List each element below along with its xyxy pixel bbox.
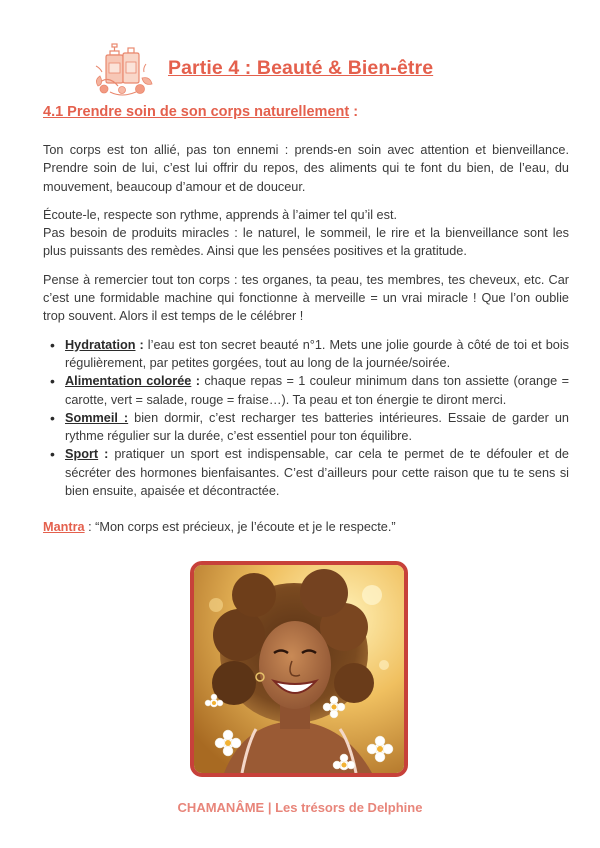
list-item-colon: : [135,337,144,352]
paragraph-listen-line1: Écoute-le, respecte son rythme, apprends à l’aimer tel qu’il est. [43,207,398,222]
list-item-colon: : [98,447,109,462]
mantra [43,518,396,536]
list-item [65,409,569,446]
list-item-text: pratiquer un sport est indispensable, car cela te permet de te défouler et de sécréter des hormones bienfaisantes. C’est d’ailleurs pour cette raison que tu te sens si bien ensuite, apaisée et décontractée. [65,447,569,499]
list-item [65,372,569,409]
list-item-term: Sommeil : [65,410,129,425]
mantra-label: Mantra [43,520,85,534]
section-title-text: 4.1 Prendre soin de son corps naturellement [43,104,350,120]
mantra-separator: : [84,520,96,534]
footer-brand: CHAMANÂME | Les trésors de Delphine [177,800,423,815]
paragraph-intro: Ton corps est ton allié, pas ton ennemi : prends-en soin avec attention et bienveillance. Prendre soin de lui, c’est lui offrir du repos, des aliments qui te font du bien, de l’eau, du mouvement, beaucoup d’amour et de douceur. [43,143,569,194]
list-item-term: Hydratation [65,337,136,352]
paragraph-listen [43,206,569,261]
list-item-text: chaque repas = 1 couleur minimum dans ton assiette (orange = carotte, vert = salade, rouge = fraise…). Ta peau et ton énergie te diront merci. [65,374,569,407]
paragraph-thanks: Pense à remercier tout ton corps : tes organes, ta peau, tes membres, tes cheveux, etc. Car c’est une formidable machine qui fonctionne à merveille = un vrai miracle ! Que l’on oublie trop souvent. Alors il est temps de le célébrer ! [43,272,569,324]
list-item-text: bien dormir, c’est recharger tes batteries intérieures. Essaie de garder un rythme régulier sur la durée, c’est essentiel pour ton équilibre. [65,410,569,444]
tips-list [43,336,569,501]
portrait-photo [190,561,408,777]
list-item-text: l’eau est ton secret beauté n°1. Mets une jolie gourde à côté de toi et bois régulièrement, par petites gorgées, tout au long de la journée/soirée. [65,337,569,370]
body-content [43,141,569,500]
smiling-woman-flowers-illustration [194,565,404,773]
mantra-text: “Mon corps est précieux, je l’écoute et je le respecte.” [95,520,396,534]
list-item-term: Sport [65,447,99,462]
list-item-colon: : [191,374,200,389]
page-title: Partie 4 : Beauté & Bien-être [168,57,434,79]
paragraph-listen-line2: Pas besoin de produits miracles : le naturel, le sommeil, le rire et la bienveillance sont les plus puissants des remèdes. Ainsi que les pensées positives et la gratitude. [43,226,569,259]
section-title [43,104,358,120]
page-header [92,40,512,100]
list-item-term: Alimentation colorée [65,374,192,389]
list-item [65,336,569,373]
section-title-suffix: : [349,104,359,120]
cosmetic-bottles-flowers-icon [92,40,154,98]
list-item [65,445,569,500]
